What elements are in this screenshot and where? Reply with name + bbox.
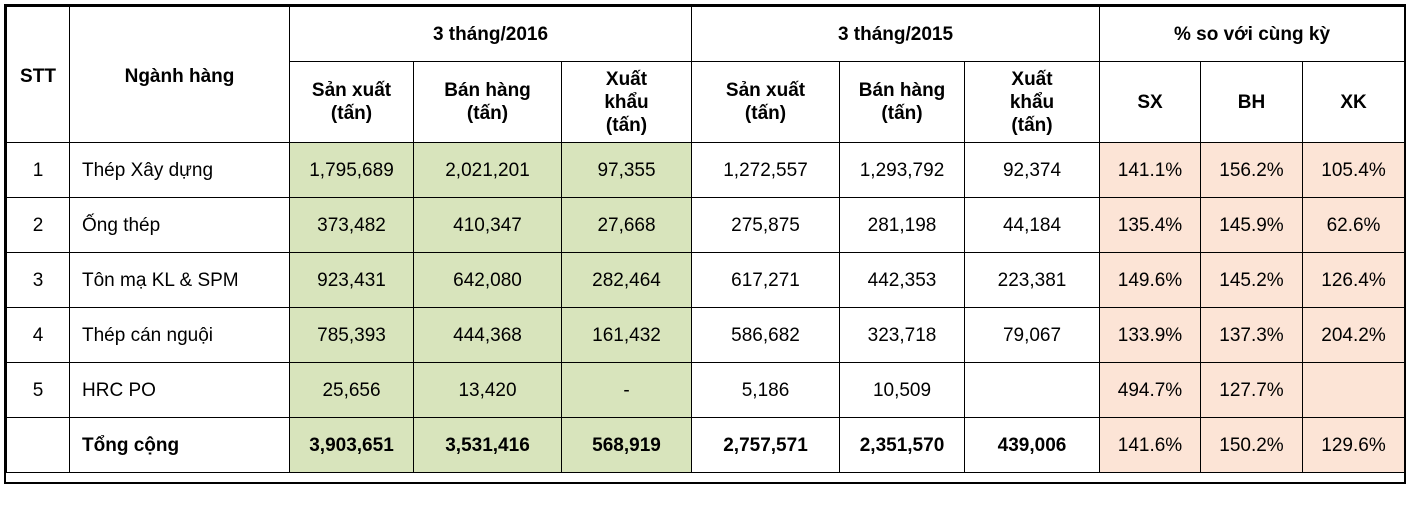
cell-stt: 4 bbox=[7, 308, 70, 363]
header-group-2016: 3 tháng/2016 bbox=[290, 7, 692, 62]
cell-bh-2015: 323,718 bbox=[840, 308, 965, 363]
total-row bbox=[7, 418, 1405, 473]
cell-xk-2015: 44,184 bbox=[965, 198, 1100, 253]
cell-pct-xk: 105.4% bbox=[1303, 143, 1405, 198]
cell-bh-2015: 1,293,792 bbox=[840, 143, 965, 198]
header-row-groups bbox=[7, 7, 1405, 62]
cell-stt: 2 bbox=[7, 198, 70, 253]
header-bh: BH bbox=[1201, 62, 1303, 143]
header-ban-hang-2016: Bán hàng (tấn) bbox=[414, 62, 562, 143]
cell-pct-xk: 129.6% bbox=[1303, 418, 1405, 473]
cell-bh-2015: 442,353 bbox=[840, 253, 965, 308]
cell-xk-2016: 97,355 bbox=[562, 143, 692, 198]
cell-xk-2015: 92,374 bbox=[965, 143, 1100, 198]
cell-xk-2016: 282,464 bbox=[562, 253, 692, 308]
cell-stt: 5 bbox=[7, 363, 70, 418]
cell-stt: 1 bbox=[7, 143, 70, 198]
cell-pct-sx: 133.9% bbox=[1100, 308, 1201, 363]
cell-sx-2015: 2,757,571 bbox=[692, 418, 840, 473]
cell-pct-sx: 141.6% bbox=[1100, 418, 1201, 473]
cell-name: Thép cán nguội bbox=[70, 308, 290, 363]
cell-name: Thép Xây dựng bbox=[70, 143, 290, 198]
cell-sx-2015: 586,682 bbox=[692, 308, 840, 363]
header-ban-hang-2015: Bán hàng (tấn) bbox=[840, 62, 965, 143]
cell-bh-2016: 410,347 bbox=[414, 198, 562, 253]
cell-sx-2015: 617,271 bbox=[692, 253, 840, 308]
cell-pct-xk: 204.2% bbox=[1303, 308, 1405, 363]
cell-pct-xk bbox=[1303, 363, 1405, 418]
cell-bh-2016: 642,080 bbox=[414, 253, 562, 308]
cell-xk-2016: 568,919 bbox=[562, 418, 692, 473]
cell-xk-2016: 27,668 bbox=[562, 198, 692, 253]
header-xuat-khau-2015: Xuất khẩu (tấn) bbox=[965, 62, 1100, 143]
table-row bbox=[7, 253, 1405, 308]
header-san-xuat-2016: Sản xuất (tấn) bbox=[290, 62, 414, 143]
cell-pct-sx: 135.4% bbox=[1100, 198, 1201, 253]
cell-name: Tôn mạ KL & SPM bbox=[70, 253, 290, 308]
header-group-pct: % so với cùng kỳ bbox=[1100, 7, 1405, 62]
header-sx: SX bbox=[1100, 62, 1201, 143]
table-row bbox=[7, 198, 1405, 253]
cell-sx-2016: 785,393 bbox=[290, 308, 414, 363]
cell-pct-bh: 137.3% bbox=[1201, 308, 1303, 363]
cell-sx-2016: 1,795,689 bbox=[290, 143, 414, 198]
header-xuat-khau-2016: Xuất khẩu (tấn) bbox=[562, 62, 692, 143]
cell-name: Ống thép bbox=[70, 198, 290, 253]
table-row bbox=[7, 363, 1405, 418]
cell-xk-2016: - bbox=[562, 363, 692, 418]
cell-pct-bh: 156.2% bbox=[1201, 143, 1303, 198]
cell-pct-sx: 494.7% bbox=[1100, 363, 1201, 418]
cell-pct-sx: 149.6% bbox=[1100, 253, 1201, 308]
cell-bh-2015: 281,198 bbox=[840, 198, 965, 253]
table-row bbox=[7, 308, 1405, 363]
cell-xk-2015 bbox=[965, 363, 1100, 418]
cell-sx-2015: 1,272,557 bbox=[692, 143, 840, 198]
cell-sx-2016: 3,903,651 bbox=[290, 418, 414, 473]
cell-pct-sx: 141.1% bbox=[1100, 143, 1201, 198]
cell-stt bbox=[7, 418, 70, 473]
header-group-2015: 3 tháng/2015 bbox=[692, 7, 1100, 62]
cell-name: Tổng cộng bbox=[70, 418, 290, 473]
cell-bh-2016: 3,531,416 bbox=[414, 418, 562, 473]
cell-pct-bh: 150.2% bbox=[1201, 418, 1303, 473]
cell-bh-2015: 10,509 bbox=[840, 363, 965, 418]
cell-pct-bh: 145.2% bbox=[1201, 253, 1303, 308]
cell-pct-xk: 126.4% bbox=[1303, 253, 1405, 308]
cell-name: HRC PO bbox=[70, 363, 290, 418]
header-xk: XK bbox=[1303, 62, 1405, 143]
cell-sx-2015: 275,875 bbox=[692, 198, 840, 253]
cell-xk-2015: 223,381 bbox=[965, 253, 1100, 308]
cell-pct-bh: 127.7% bbox=[1201, 363, 1303, 418]
cell-bh-2015: 2,351,570 bbox=[840, 418, 965, 473]
cell-xk-2016: 161,432 bbox=[562, 308, 692, 363]
cell-pct-bh: 145.9% bbox=[1201, 198, 1303, 253]
cell-bh-2016: 13,420 bbox=[414, 363, 562, 418]
cell-stt: 3 bbox=[7, 253, 70, 308]
header-san-xuat-2015: Sản xuất (tấn) bbox=[692, 62, 840, 143]
cell-xk-2015: 439,006 bbox=[965, 418, 1100, 473]
table-row bbox=[7, 143, 1405, 198]
cell-xk-2015: 79,067 bbox=[965, 308, 1100, 363]
cell-sx-2016: 923,431 bbox=[290, 253, 414, 308]
cell-sx-2015: 5,186 bbox=[692, 363, 840, 418]
cell-bh-2016: 444,368 bbox=[414, 308, 562, 363]
steel-statistics-table bbox=[6, 6, 1405, 473]
header-stt: STT bbox=[7, 7, 70, 143]
cell-sx-2016: 373,482 bbox=[290, 198, 414, 253]
cell-pct-xk: 62.6% bbox=[1303, 198, 1405, 253]
header-nganh-hang: Ngành hàng bbox=[70, 7, 290, 143]
cell-bh-2016: 2,021,201 bbox=[414, 143, 562, 198]
cell-sx-2016: 25,656 bbox=[290, 363, 414, 418]
